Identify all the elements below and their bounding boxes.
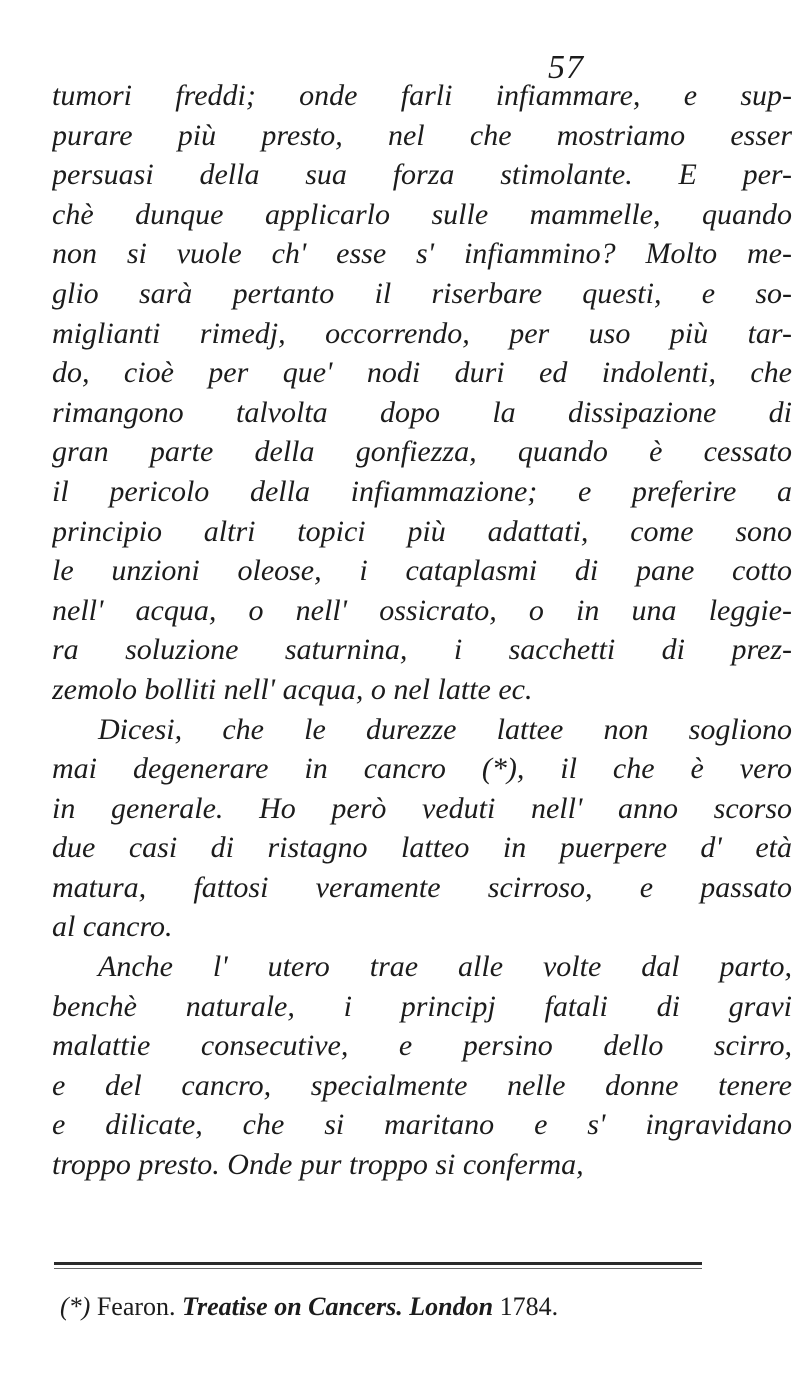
text-line: mai degenerare in cancro (*), il che è vero (52, 752, 792, 786)
paragraph (52, 76, 792, 710)
text-line: le unzioni oleose, i cataplasmi di pane cotto (52, 554, 792, 588)
text-line: chè dunque applicarlo sulle mammelle, quando (52, 197, 792, 231)
text-line: ra soluzione saturnina, i sacchetti di prez- (52, 633, 792, 667)
text-line: Dicesi, che le durezze lattee non sogliono (98, 712, 792, 746)
text-line: nell' acqua, o nell' ossicrato, o in una leggie- (52, 593, 792, 627)
text-line: al cancro. (52, 910, 173, 944)
text-line: purare più presto, nel che mostriamo esser (52, 118, 792, 152)
footnote-rule-thin (54, 1268, 702, 1269)
paragraph (52, 947, 792, 1185)
text-line: e dilicate, che si maritano e s' ingravidano (52, 1108, 792, 1142)
paragraph (52, 710, 792, 948)
text-line: in generale. Ho però veduti nell' anno scorso (52, 791, 792, 825)
text-line: persuasi della sua forza stimolante. E per- (52, 158, 792, 192)
text-line: non si vuole ch' esse s' infiammino? Molto me- (52, 237, 792, 271)
text-line: Anche l' utero trae alle volte dal parto, (98, 950, 792, 984)
footnote-title: Treatise on Cancers. (182, 1292, 403, 1321)
text-line: miglianti rimedj, occorrendo, per uso più tar- (52, 316, 792, 350)
text-line: matura, fattosi veramente scirroso, e passato (52, 870, 792, 904)
text-line: due casi di ristagno latteo in puerpere d' età (52, 831, 792, 865)
footnote-place: London (409, 1292, 494, 1321)
text-line: glio sarà pertanto il riserbare questi, e so- (52, 276, 792, 310)
page-number: 57 (548, 49, 584, 86)
text-line: principio altri topici più adattati, come sono (52, 514, 792, 548)
text-line: do, cioè per que' nodi duri ed indolenti, che (52, 356, 792, 390)
text-line: malattie consecutive, e persino dello scirro, (52, 1029, 792, 1063)
body-text (52, 76, 792, 1185)
text-line: e del cancro, specialmente nelle donne tenere (52, 1068, 792, 1102)
footnote-marker: (*) (60, 1292, 91, 1321)
text-line: zemolo bolliti nell' acqua, o nel latte ec. (52, 672, 533, 706)
text-line: il pericolo della infiammazione; e preferire a (52, 474, 792, 508)
text-line: tumori freddi; onde farli infiammare, e sup- (52, 79, 792, 112)
text-line: rimangono talvolta dopo la dissipazione di (52, 395, 792, 429)
footnote-year: 1784. (499, 1292, 559, 1321)
footnote-author: Fearon. (96, 1292, 176, 1321)
text-line: benchè naturale, i principj fatali di gravi (52, 989, 792, 1023)
text-line: troppo presto. Onde pur troppo si conferma, (52, 1148, 584, 1182)
footnote-rule (54, 1262, 702, 1265)
text-line: gran parte della gonfiezza, quando è cessato (52, 435, 792, 469)
footnote (60, 1292, 558, 1322)
